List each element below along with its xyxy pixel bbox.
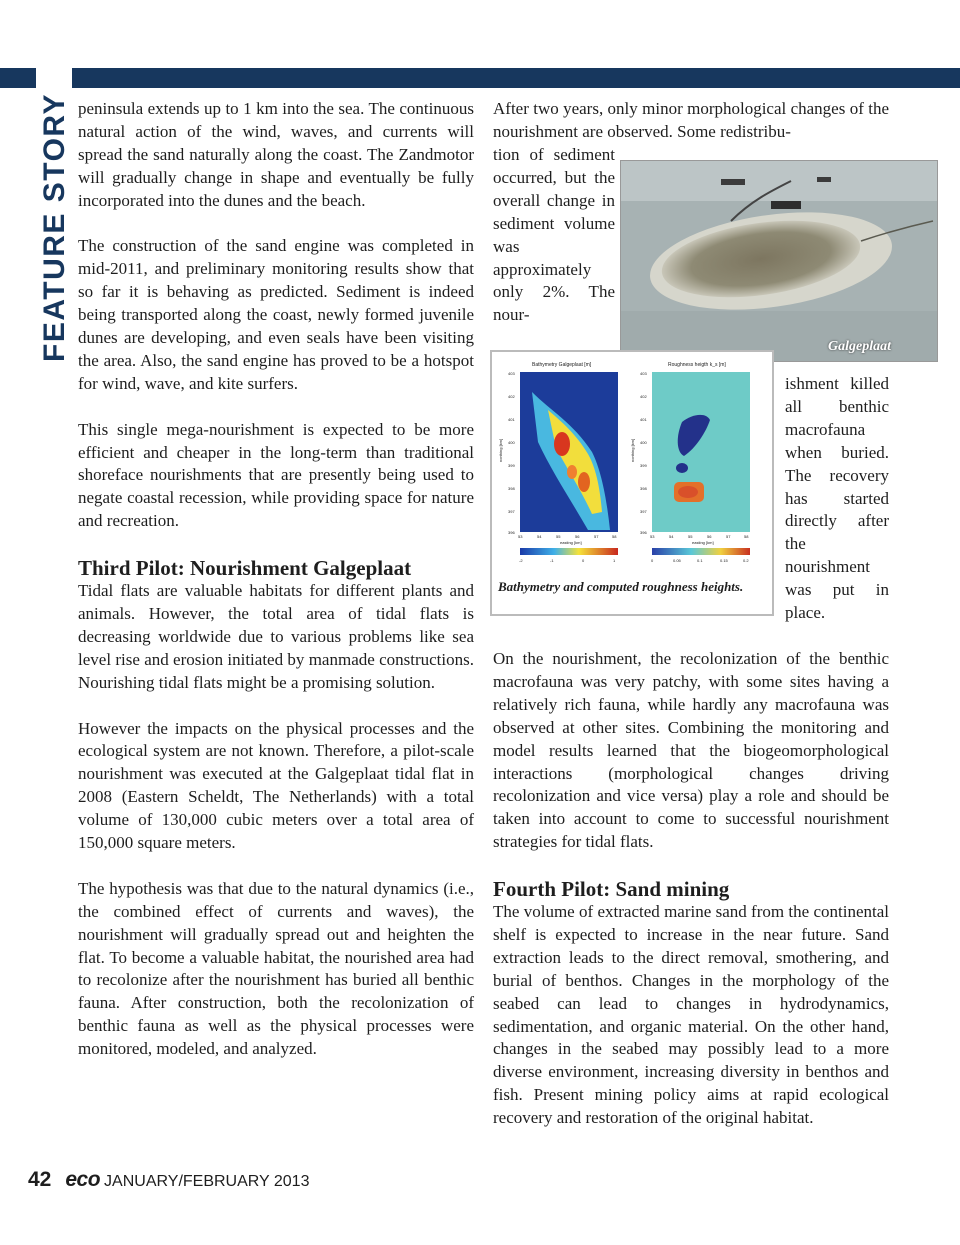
paragraph: ishment killed all benthic macrofauna when buried. The recovery has started directly after the nourishment was put in place.: [785, 374, 889, 623]
right-panel-yaxis: northing [km]: [630, 438, 635, 462]
tick-label: 400: [508, 440, 515, 445]
tick-label: 55: [688, 534, 693, 539]
figure-caption: Bathymetry and computed roughness heights.: [498, 579, 744, 594]
right-column-wrap-a: [493, 144, 615, 327]
aerial-photo: [620, 160, 938, 362]
tick-label: 57: [594, 534, 599, 539]
tick-label: -2: [519, 558, 523, 563]
tick-label: 53: [518, 534, 523, 539]
paragraph: This single mega-nourishment is expected to be more efficient and cheaper in the long-term than traditional shoreface nourishments that are presently being used to negate coastal recession, while providing space for nature and recreation.: [78, 419, 474, 531]
tick-label: 56: [707, 534, 712, 539]
tick-label: 0.1: [697, 558, 703, 563]
photo-caption: Galgeplaat: [828, 339, 891, 354]
paragraph: The volume of extracted marine sand from the continental shelf is expected to increase in the near future. Sand extraction leads to the direct removal, smothering, and burial of benthos. Changes in the morphology of the seabed can lead to changes in hydrodynamics, sedimentation, and organic material. On the other hand, changes in the seabed may possibly lead to a more diverse environment, increasing diversity in benthos and fish. Present mining policy aims at rapid ecological recovery and restoration of the original habitat.: [493, 902, 889, 1128]
tick-label: 396: [640, 530, 647, 535]
left-column: [78, 98, 474, 1061]
left-panel-yticks: [508, 371, 515, 535]
tick-label: 58: [744, 534, 749, 539]
header-bar-stub: [0, 68, 36, 88]
issue-date: JANUARY/FEBRUARY 2013: [104, 1173, 310, 1190]
right-panel-xaxis: easting [km]: [692, 540, 714, 545]
paragraph: The construction of the sand engine was completed in mid-2011, and preliminary monitoring results show that so far it is behaving as predicted. Sediment is indeed being transported along the coast, newly formed juvenile dunes are developing, and even seals have been visiting the area. Also, the sand engine has proved to be a hotspot for wind, wave, and kite surfers.: [78, 236, 474, 393]
section-heading: Fourth Pilot: Sand mining: [493, 877, 730, 902]
roughness-low: [676, 463, 688, 473]
tick-label: 398: [640, 486, 647, 491]
right-column-wrap-b: [785, 373, 889, 625]
tick-label: 54: [537, 534, 542, 539]
tick-label: 0: [651, 558, 654, 563]
bathymetry-high: [554, 432, 570, 456]
paragraph: On the nourishment, the recolonization of the benthic macrofauna was very patchy, with some sites having a relatively rich fauna, while hardly any macrofauna was observed at other sites. Combining the monitoring and model results learned that the biogeomorphological interactions (morphological changes driving recolonization and vice versa) play a role and should be taken into account to come to successful nourishment strategies for tidal flats.: [493, 649, 889, 852]
bathymetry-high: [567, 465, 577, 479]
paragraph: The hypothesis was that due to the natural dynamics (i.e., the combined effect of currents and waves), the nourishment will gradually spread out and heighten the flat. To become a valuable habitat, the nourished area had to recolonize after the nourishment has buried all benthic fauna. After construction, both the recolonization of benthic fauna as well as the physical processes were monitored, modeled, and analyzed.: [78, 878, 474, 1059]
paragraph: tion of sediment occurred, but the overall change in sediment volume was approximately only 2%. The nour-: [493, 145, 615, 325]
tick-label: 401: [640, 417, 647, 422]
right-colorbar: [652, 548, 750, 555]
right-panel-title: Roughness heigth k_s [m]: [668, 362, 726, 368]
left-panel-yaxis: northing [km]: [498, 438, 503, 462]
left-colorbar: [520, 548, 618, 555]
roughness-high: [678, 486, 698, 498]
tick-label: 397: [640, 509, 647, 514]
header-bar: [72, 68, 960, 88]
tick-label: -1: [550, 558, 554, 563]
paragraph: peninsula extends up to 1 km into the sea. The continuous natural action of the wind, waves, and currents will spread the sand naturally along the coast. The Zandmotor will gradually change in shape and eventually be fully incorporated into the dunes and the beach.: [78, 99, 474, 210]
tick-label: 401: [508, 417, 515, 422]
page-number: 42: [28, 1168, 52, 1191]
tick-label: 402: [508, 394, 515, 399]
section-heading: Third Pilot: Nourishment Galgeplaat: [78, 556, 412, 581]
right-column-top: [493, 98, 889, 144]
figure-panels: [492, 352, 772, 578]
tick-label: 0.2: [743, 558, 749, 563]
tick-label: 397: [508, 509, 515, 514]
bathymetry-high: [578, 472, 590, 492]
paragraph: Tidal flats are valuable habitats for different plants and animals. However, the total area of tidal flats is decreasing worldwide due to various problems like sea level rise and erosion initiated by manmade constructions. Nourishing tidal flats might be a promising solution.: [78, 581, 474, 692]
aerial-photo-image: [621, 161, 937, 361]
tick-label: 53: [650, 534, 655, 539]
tick-label: 56: [575, 534, 580, 539]
tick-label: 400: [640, 440, 647, 445]
tick-label: 403: [640, 371, 647, 376]
paragraph: However the impacts on the physical processes and the ecological system are not known. Therefore, a pilot-scale nourishment was executed at the Galgeplaat tidal flat in 2008 (Eastern Scheldt, The Netherlands) with a total volume of 130,000 cubic meters over a total area of 150,000 square meters.: [78, 718, 474, 853]
tick-label: 0.05: [673, 558, 681, 563]
bathymetry-figure: [490, 350, 774, 616]
page-footer: [28, 1168, 309, 1192]
right-panel-yticks: [640, 371, 647, 535]
tick-label: 0: [582, 558, 585, 563]
brand-logo: eco: [65, 1168, 101, 1191]
right-colorbar-ticks: [651, 558, 749, 563]
left-colorbar-ticks: [519, 558, 616, 563]
tick-label: 402: [640, 394, 647, 399]
tick-label: 54: [669, 534, 674, 539]
left-panel-xaxis: easting [km]: [560, 540, 582, 545]
right-panel-texture: [652, 372, 750, 532]
tick-label: 399: [508, 463, 515, 468]
left-panel-xticks: [518, 534, 617, 539]
tick-label: 58: [612, 534, 617, 539]
right-column-bottom: [493, 648, 889, 1130]
right-panel-xticks: [650, 534, 749, 539]
tick-label: 57: [726, 534, 731, 539]
tick-label: 398: [508, 486, 515, 491]
tick-label: 403: [508, 371, 515, 376]
tick-label: 0.15: [720, 558, 728, 563]
tick-label: 396: [508, 530, 515, 535]
tick-label: 399: [640, 463, 647, 468]
paragraph: After two years, only minor morphological changes of the nourishment are observed. Some redistribu-: [493, 99, 889, 141]
left-panel-title: Bathymetry Galgeplaat [m]: [532, 362, 592, 368]
tick-label: 55: [556, 534, 561, 539]
section-label: FEATURE STORY: [38, 93, 71, 362]
tick-label: 1: [613, 558, 616, 563]
